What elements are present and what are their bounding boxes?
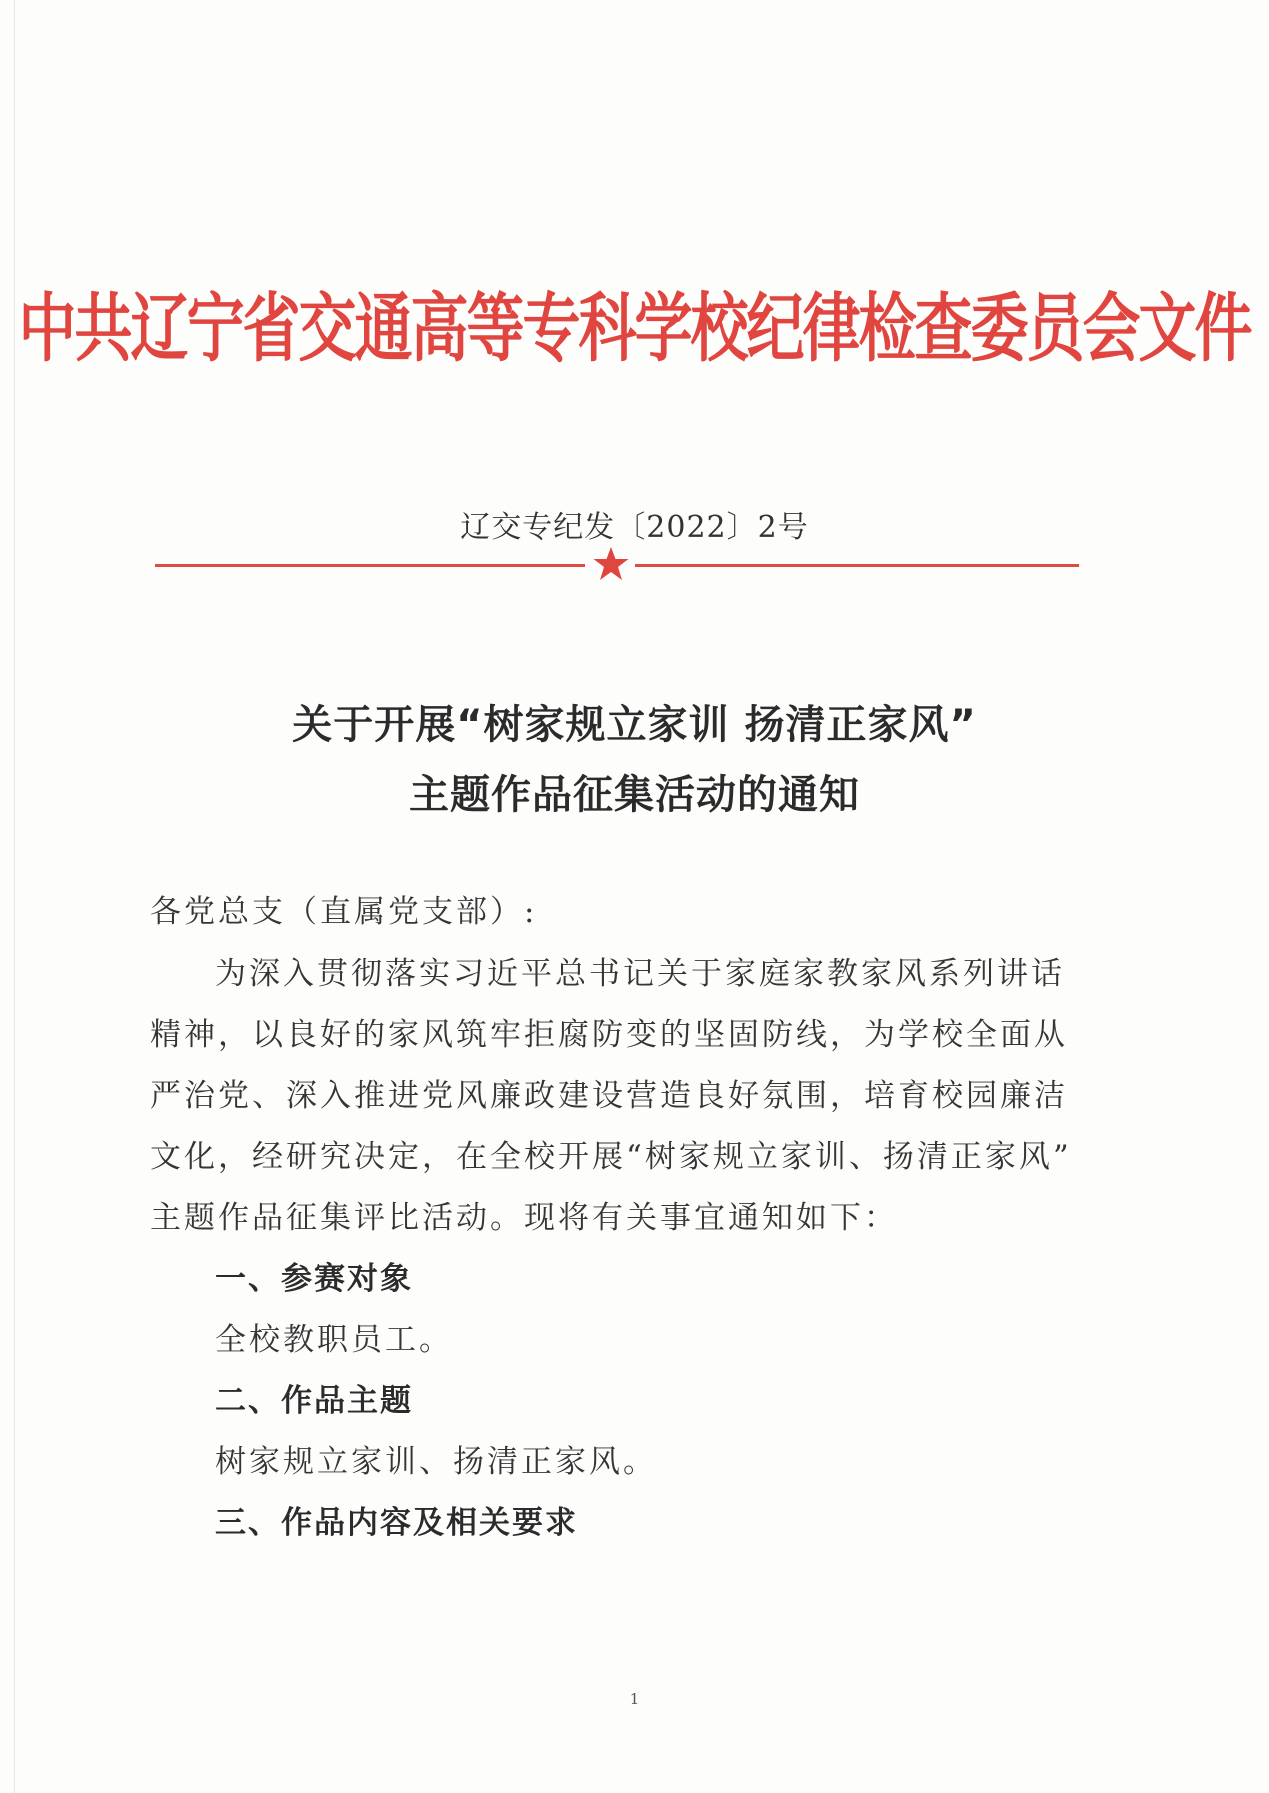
header-divider-left [155,564,585,567]
star-icon [592,546,630,582]
paragraph-line: 为深入贯彻落实习近平总书记关于家庭家教家风系列讲话 [215,956,1065,992]
notice-title-line-1: 关于开展“树家规立家训 扬清正家风” [292,702,977,748]
paragraph-line: 主题作品征集评比活动。现将有关事宜通知如下： [150,1200,898,1236]
paragraph-line: 严治党、深入推进党风廉政建设营造良好氛围，培育校园廉洁 [150,1078,1068,1114]
section-content: 全校教职员工。 [215,1322,453,1358]
document-number: 辽交专纪发〔2022〕2号 [460,510,809,545]
salutation: 各党总支（直属党支部）: [150,894,538,930]
page-number: 1 [629,1690,640,1708]
org-header-title: 中共辽宁省交通高等专科学校纪律检查委员会文件 [18,284,1251,372]
paragraph-line: 文化，经研究决定，在全校开展“树家规立家训、扬清正家风” [150,1139,1072,1175]
notice-title-line-2: 主题作品征集活动的通知 [409,772,860,818]
section-heading: 二、作品主题 [215,1383,413,1419]
section-content: 树家规立家训、扬清正家风。 [215,1444,657,1480]
section-heading: 三、作品内容及相关要求 [215,1505,578,1541]
section-heading: 一、参赛对象 [215,1261,413,1297]
paragraph-line: 精神，以良好的家风筑牢拒腐防变的坚固防线，为学校全面从 [150,1017,1068,1053]
header-divider-right [635,564,1079,567]
